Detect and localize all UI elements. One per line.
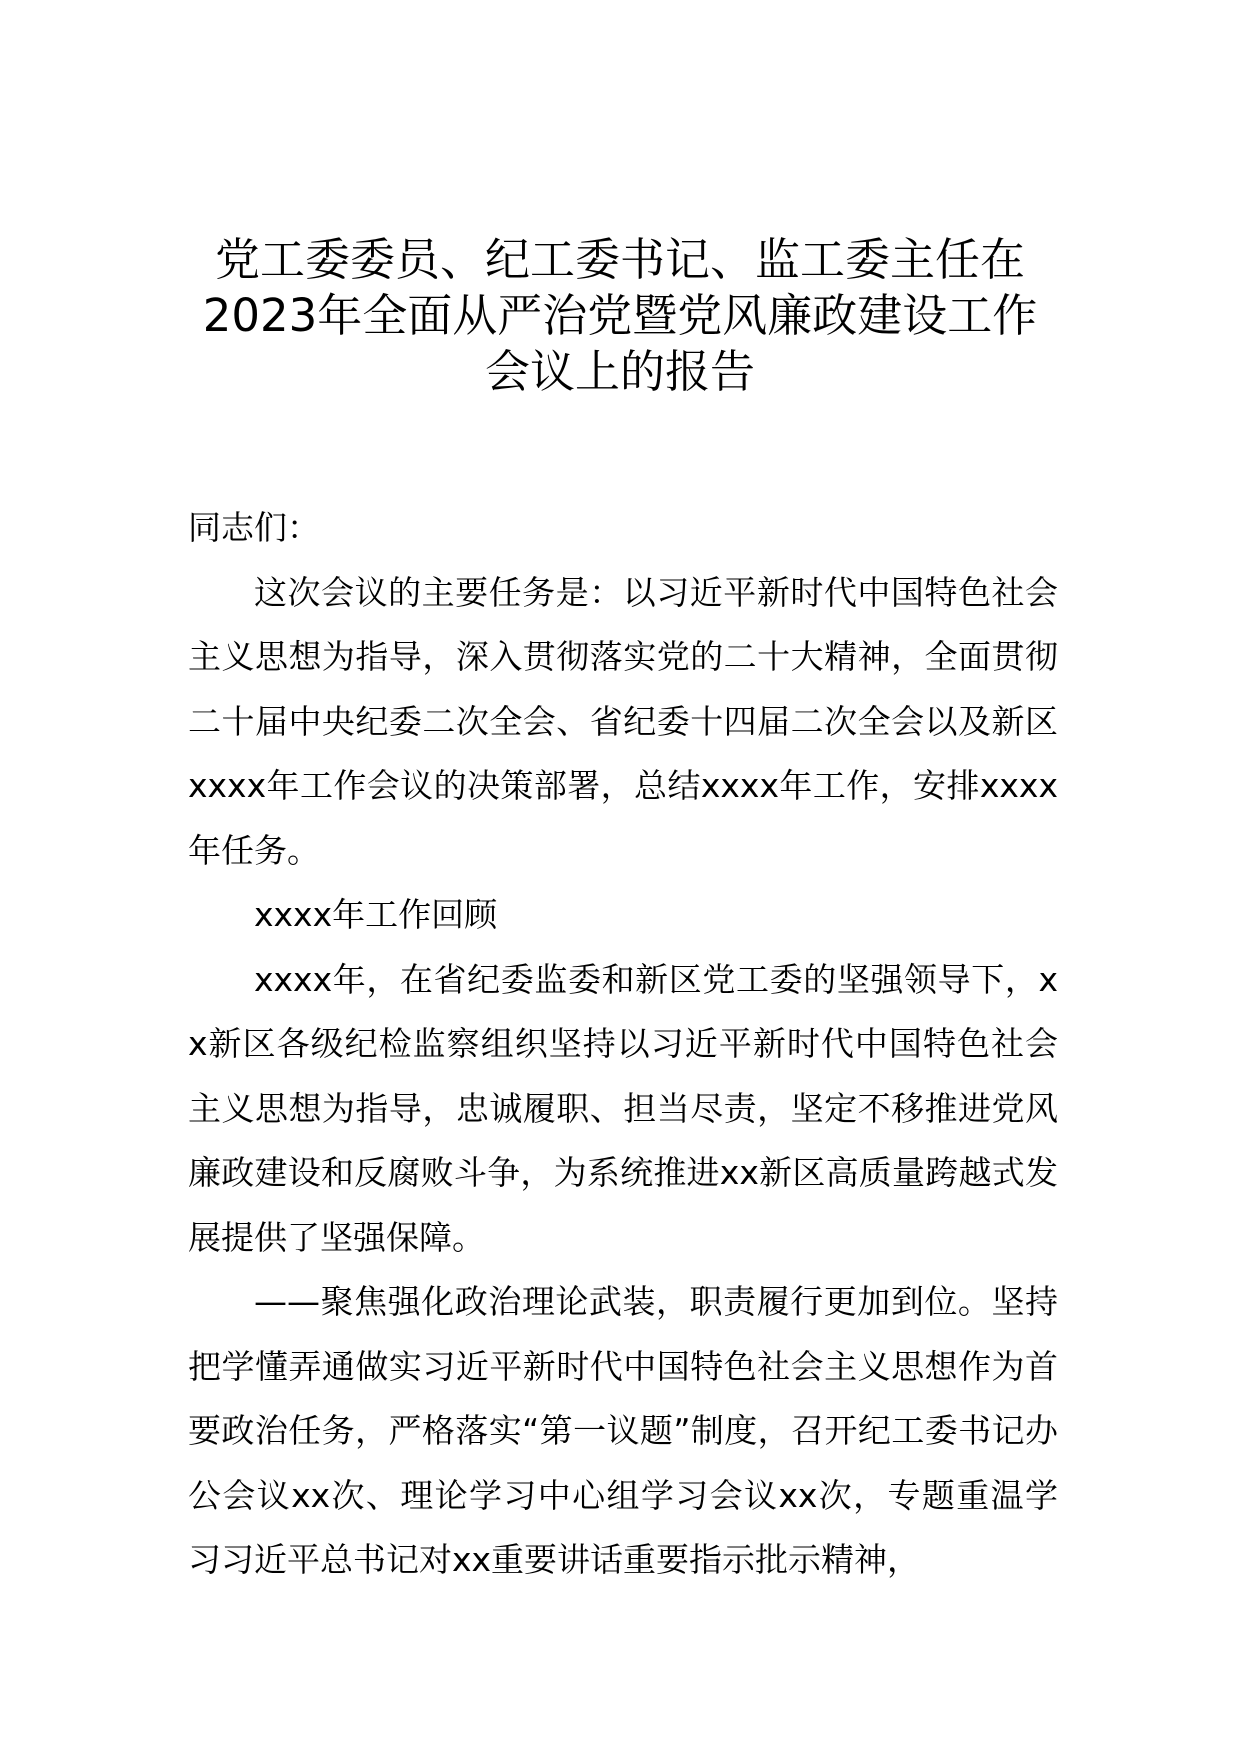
paragraph-theory: ——聚焦强化政治理论武装，职责履行更加到位。坚持把学懂弄通做实习近平新时代中国特色社会主义思想作为首要政治任务，严格落实“第一议题”制度，召开纪工委书记办公会议xx次、理论学习中心组学习会议xx次，专题重温学习习近平总书记对xx重要讲话重要指示批示精神， xyxy=(188,1282,1058,1579)
salutation: 同志们： xyxy=(188,508,320,547)
title-line-3: 会议上的报告 xyxy=(484,345,755,398)
document-body xyxy=(188,496,1058,1593)
document-title xyxy=(190,232,1050,400)
title-line-1: 党工委委员、纪工委书记、监工委主任在 xyxy=(214,233,1025,286)
section-heading: xxxx年工作回顾 xyxy=(254,895,498,934)
paragraph-intro: 这次会议的主要任务是：以习近平新时代中国特色社会主义思想为指导，深入贯彻落实党的二十大精神，全面贯彻二十届中央纪委二次全会、省纪委十四届二次全会以及新区xxxx年工作会议的决策部署，总结xxxx年工作，安排xxxx年任务。 xyxy=(188,572,1058,870)
paragraph-review: xxxx年，在省纪委监委和新区党工委的坚强领导下，xx新区各级纪检监察组织坚持以习近平新时代中国特色社会主义思想为指导，忠诚履职、担当尽责，坚定不移推进党风廉政建设和反腐败斗争，为系统推进xx新区高质量跨越式发展提供了坚强保障。 xyxy=(188,959,1058,1257)
title-line-2: 2023年全面从严治党暨党风廉政建设工作 xyxy=(202,289,1038,342)
